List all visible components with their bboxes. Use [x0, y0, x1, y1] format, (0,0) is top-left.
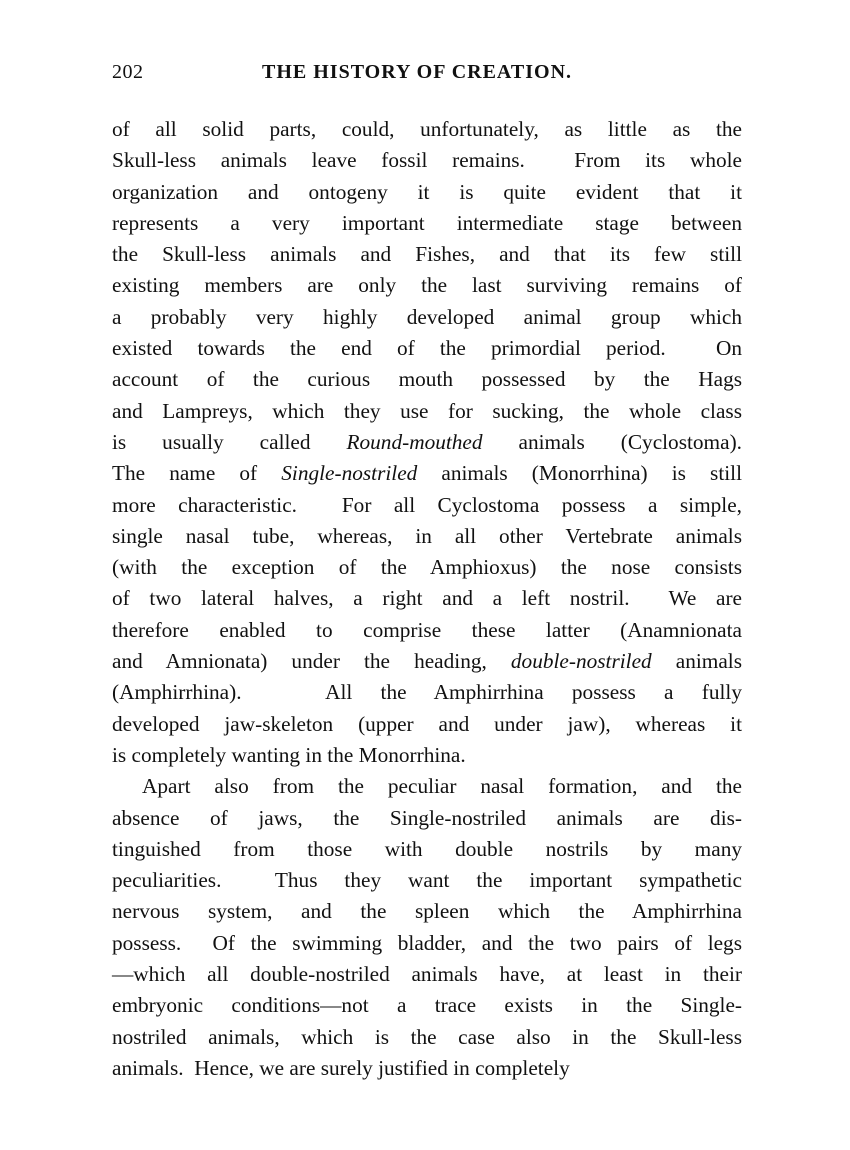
text-line: [112, 302, 742, 333]
text-segment: the Skull-less animals and Fishes, and that its few still: [112, 242, 742, 267]
text-line: [112, 490, 742, 521]
text-segment: of all solid parts, could, unfortunately, as little as the: [112, 117, 742, 141]
text-line: [112, 896, 742, 927]
text-line: [112, 677, 742, 708]
text-segment: single nasal tube, whereas, in all other Vertebrate animals: [112, 523, 742, 548]
text-line: [112, 177, 742, 208]
text-segment: peculiarities. Thus they want the important sympathetic: [112, 868, 742, 893]
text-line: [112, 583, 742, 614]
text-line: [112, 114, 742, 145]
text-segment: (Amphirrhina). All the Amphirrhina possess a fully: [112, 680, 742, 705]
text-segment: The name of: [112, 461, 282, 486]
text-segment: —which all double-nostriled animals have, at least in their: [112, 962, 742, 987]
text-segment: represents a very important intermediate stage between: [112, 210, 742, 235]
text-segment: and Amnionata) under the heading,: [112, 649, 511, 674]
text-segment: existing members are only the last surviving remains of: [112, 273, 742, 298]
text-segment: is usually called: [112, 429, 347, 454]
text-segment: of two lateral halves, a right and a left nostril. We are: [112, 586, 742, 611]
body-text: [112, 114, 742, 1084]
page-number: 202: [112, 61, 144, 83]
italic-term: Single-nostriled: [281, 461, 418, 486]
text-line: [112, 427, 742, 458]
text-segment: Skull-less animals leave fossil remains. From its whole: [112, 148, 742, 173]
text-segment: existed towards the end of the primordial period. On: [112, 336, 742, 361]
text-segment: organization and ontogeny it is quite evident that it: [112, 179, 742, 204]
text-segment: animals (Monorrhina) is still: [417, 461, 742, 486]
text-line: [112, 990, 742, 1021]
text-segment: is completely wanting in the Monorrhina.: [112, 742, 466, 767]
text-line: [112, 615, 742, 646]
text-line: [112, 239, 742, 270]
text-segment: possess. Of the swimming bladder, and the two pairs of legs: [112, 930, 742, 955]
text-segment: absence of jaws, the Single-nostriled animals are dis-: [112, 805, 742, 830]
text-line: [112, 803, 742, 834]
text-segment: a probably very highly developed animal group which: [112, 304, 742, 329]
text-segment: more characteristic. For all Cyclostoma possess a simple,: [112, 492, 742, 517]
text-line: [112, 333, 742, 364]
text-line: [112, 834, 742, 865]
text-segment: therefore enabled to comprise these latter (Anamnionata: [112, 617, 742, 642]
text-segment: nostriled animals, which is the case also in the Skull-less: [112, 1024, 742, 1049]
text-segment: animals. Hence, we are surely justified in completely: [112, 1055, 570, 1080]
text-line: [112, 552, 742, 583]
text-segment: nervous system, and the spleen which the Amphirrhina: [112, 899, 742, 924]
text-line: [112, 396, 742, 427]
text-line: [112, 458, 742, 489]
italic-term: double-nostriled: [510, 649, 652, 674]
text-line: [112, 646, 742, 677]
text-segment: animals (Cyclostoma).: [482, 429, 742, 454]
text-line: [112, 1053, 742, 1084]
page-header: [112, 61, 740, 91]
text-line: [112, 208, 742, 239]
text-segment: animals: [651, 649, 742, 674]
text-line: [112, 928, 742, 959]
text-line: [112, 270, 742, 301]
text-line: [112, 521, 742, 552]
text-segment: Apart also from the peculiar nasal formation, and the: [142, 774, 742, 799]
text-line: [112, 364, 742, 395]
text-line: [112, 959, 742, 990]
running-title: THE HISTORY OF CREATION.: [262, 61, 573, 83]
text-segment: and Lampreys, which they use for sucking, the whole class: [112, 398, 742, 423]
text-segment: tinguished from those with double nostrils by many: [112, 836, 742, 861]
text-line: [112, 1022, 742, 1053]
text-line: [112, 865, 742, 896]
text-segment: account of the curious mouth possessed by the Hags: [112, 367, 742, 392]
paragraph: [112, 114, 742, 771]
text-segment: developed jaw-skeleton (upper and under jaw), whereas it: [112, 711, 742, 736]
text-line: [112, 145, 742, 176]
text-segment: (with the exception of the Amphioxus) the nose consists: [112, 555, 742, 580]
paragraph: [112, 771, 742, 1084]
text-line: [112, 740, 742, 771]
text-line: [112, 771, 742, 802]
italic-term: Round-mouthed: [346, 429, 483, 454]
text-segment: embryonic conditions—not a trace exists in the Single-: [112, 993, 742, 1018]
text-line: [112, 709, 742, 740]
